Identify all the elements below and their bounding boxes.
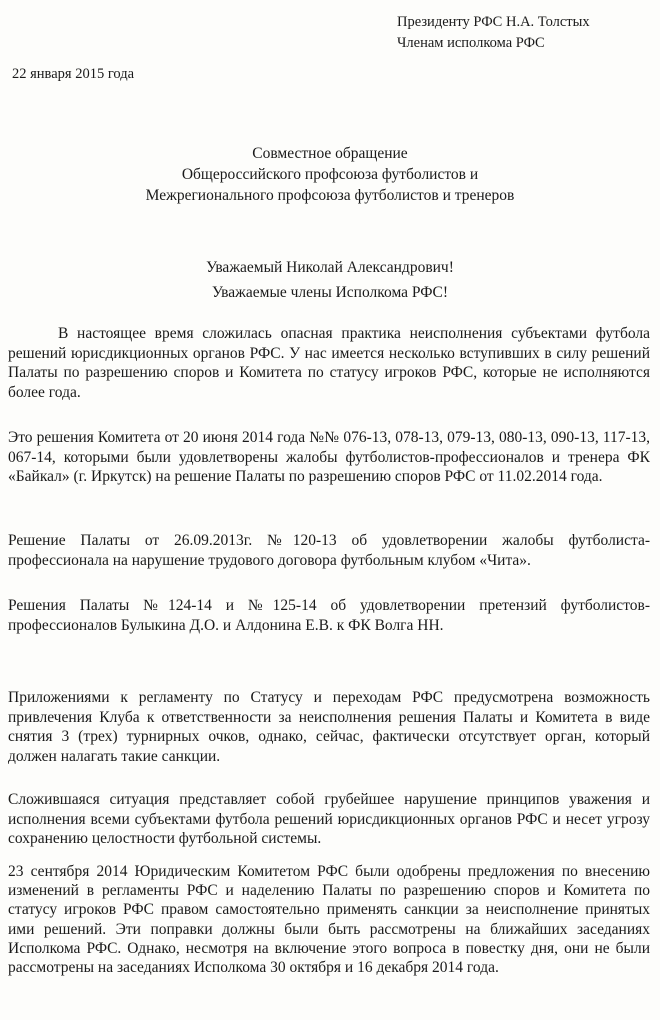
- letter-title: [0, 143, 660, 206]
- paragraph-committee-decisions: [8, 428, 650, 487]
- title-line-2: Общероссийского профсоюза футболистов и: [181, 166, 479, 183]
- paragraph-situation-violation: [8, 790, 650, 849]
- paragraph-legal-committee-proposals: [8, 862, 650, 977]
- paragraph-text: 23 сентября 2014 Юридическим Комитетом РФС были одобрены предложения по внесению изменений в регламенты РФС и наделению Палаты по разрешению споров и Комитета по статусу игроков РФС правом самостоятельно применять санкции за неисполнение принятых ими решений. Эти поправки должны были быть рассмотрены на ближайших заседаниях Исполкома РФС. Однако, несмотря на включение этого вопроса в повестку дня, они не были рассмотрены на заседаниях Исполкома 30 октября и 16 декабря 2014 года.: [8, 863, 650, 977]
- addressee-line-president: Президенту РФС Н.А. Толстых: [397, 14, 590, 30]
- addressee-block: [397, 12, 590, 54]
- paragraph-text: Решения Палаты №124-14 и №125-14 об удовлетворении претензий футболистов-профессионалов Булыкина Д.О. и Алдонина Е.В. к ФК Волга НН.: [8, 597, 650, 634]
- paragraph-text: В настоящее время сложилась опасная практика неисполнения субъектами футбола решений юрисдикционных органов РФС. У нас имеется несколько вступивших в силу решений Палаты по разрешению споров и Комитета по статусу игроков РФС, которые не исполняются более года.: [8, 325, 650, 401]
- paragraph-chamber-decisions-volga: [8, 596, 650, 635]
- salutation-line-2: Уважаемые члены Исполкома РФС!: [211, 284, 449, 301]
- paragraph-text: Решение Палаты от 26.09.2013г. №120-13 об удовлетворении жалобы футболиста-профессионала на нарушение трудового договора футбольным клубом «Чита».: [8, 532, 650, 569]
- paragraph-chamber-decision-chita: [8, 531, 650, 570]
- paragraph-current-practice: [8, 324, 650, 402]
- title-line-3: Межрегионального профсоюза футболистов и тренеров: [145, 187, 515, 204]
- salutation: [0, 255, 660, 305]
- addressee-line-members: Членам исполкома РФС: [397, 35, 545, 51]
- paragraph-text: Приложениями к регламенту по Статусу и переходам РФС предусмотрена возможность привлечения Клуба к ответственности за неисполнения решения Палаты и Комитета в виде снятия 3 (трех) турнирных очков, однако, сейчас, фактически отсутствует орган, который должен налагать такие санкции.: [8, 689, 650, 765]
- paragraph-text: Это решения Комитета от 20 июня 2014 года №№ 076-13, 078-13, 079-13, 080-13, 090-13, 117-13, 067-14, которыми были удовлетворены жалобы футболистов-профессионалов и тренера ФК «Байкал» (г. Иркутск) на решение Палаты по разрешению споров РФС от 11.02.2014 года.: [8, 429, 650, 485]
- letter-date: 22 января 2015 года: [12, 66, 135, 82]
- paragraph-regulation-sanctions: [8, 688, 650, 766]
- paragraph-text: Сложившаяся ситуация представляет собой грубейшее нарушение принципов уважения и исполнения всеми субъектами футбола решений юрисдикционных органов РФС и несет угрозу сохранению целостности футбольной системы.: [8, 791, 650, 847]
- title-line-1: Совместное обращение: [252, 145, 408, 162]
- salutation-line-1: Уважаемый Николай Александрович!: [206, 259, 454, 276]
